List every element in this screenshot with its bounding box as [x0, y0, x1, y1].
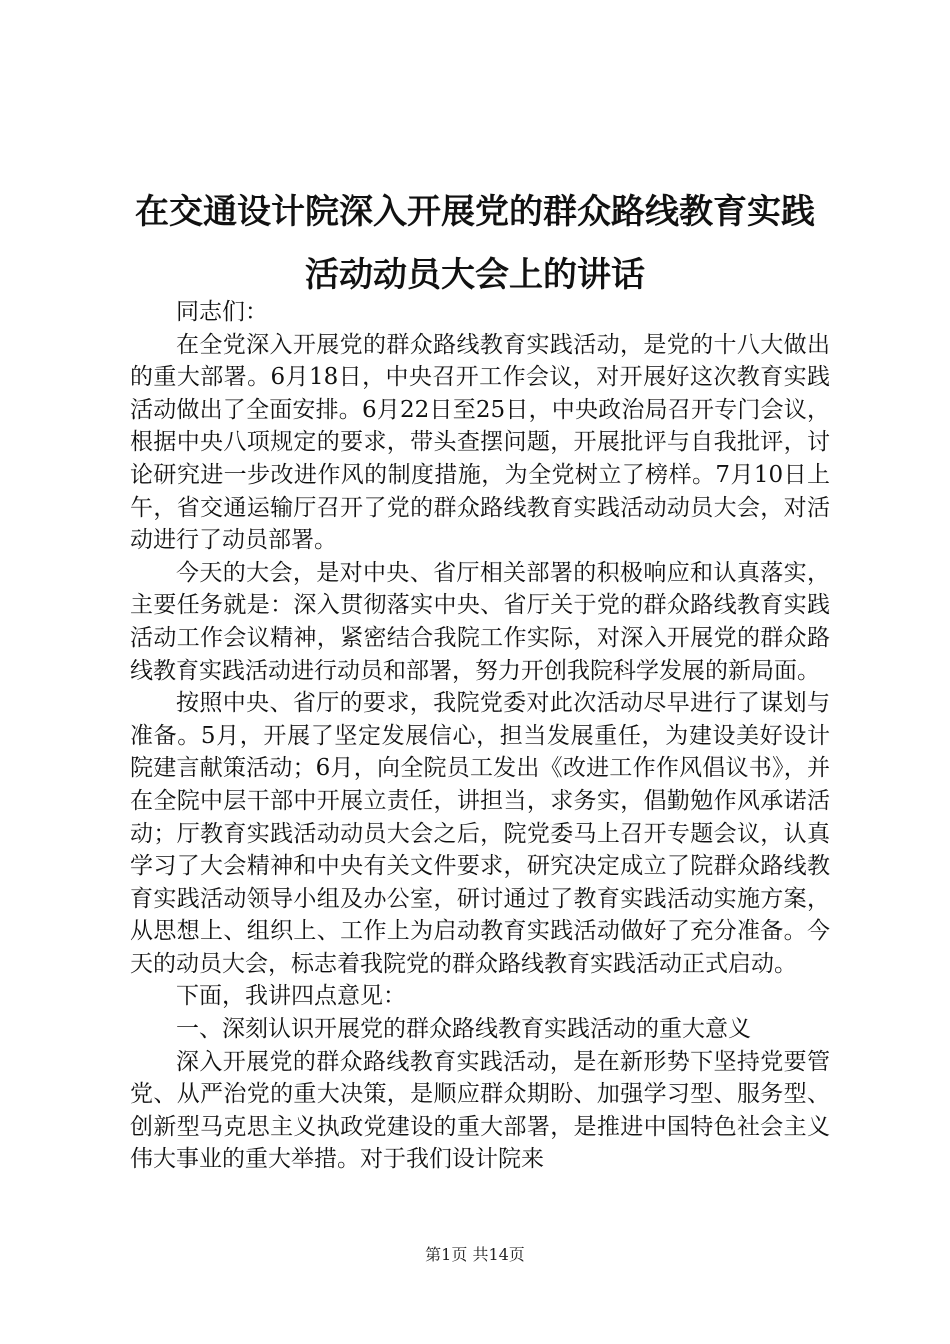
document-body — [130, 296, 830, 1176]
section-heading: 一、深刻认识开展党的群众路线教育实践活动的重大意义 — [176, 1016, 751, 1043]
page-number-footer: 第1页 共14页 — [425, 1245, 525, 1264]
paragraph: 深入开展党的群众路线教育实践活动，是在新形势下坚持党要管党、从严治党的重大决策，是顺应群众期盼、加强学习型、服务型、创新型马克思主义执政党建设的重大部署，是推进中国特色社会主义伟大事业的重大举措。对于我们设计院来 — [130, 1048, 830, 1173]
paragraph: 下面，我讲四点意见： — [176, 983, 406, 1010]
document-title-line-1: 在交通设计院深入开展党的群众路线教育实践 — [135, 192, 815, 232]
paragraph: 按照中央、省厅的要求，我院党委对此次活动尽早进行了谋划与准备。5月，开展了坚定发展信心，担当发展重任，为建设美好设计院建言献策活动；6月，向全院员工发出《改进工作作风倡议书》，并在全院中层干部中开展立责任，讲担当，求务实，倡勤勉作风承诺活动；厅教育实践活动动员大会之后，院党委马上召开专题会议，认真学习了大会精神和中央有关文件要求，研究决定成立了院群众路线教育实践活动领导小组及办公室，研讨通过了教育实践活动实施方案，从思想上、组织上、工作上为启动教育实践活动做好了充分准备。今天的动员大会，标志着我院党的群众路线教育实践活动正式启动。 — [130, 690, 830, 977]
document-title-line-2: 活动动员大会上的讲话 — [305, 255, 645, 295]
salutation: 同志们： — [176, 299, 268, 325]
paragraph: 在全党深入开展党的群众路线教育实践活动，是党的十八大做出的重大部署。6月18日，中央召开工作会议，对开展好这次教育实践活动做出了全面安排。6月22日至25日，中央政治局召开专门会议，根据中央八项规定的要求，带头查摆问题，开展批评与自我批评，讨论研究进一步改进作风的制度措施，为全党树立了榜样。7月10日上午，省交通运输厅召开了党的群众路线教育实践活动动员大会，对活动进行了动员部署。 — [130, 331, 830, 554]
paragraph: 今天的大会，是对中央、省厅相关部署的积极响应和认真落实，主要任务就是：深入贯彻落实中央、省厅关于党的群众路线教育实践活动工作会议精神，紧密结合我院工作实际，对深入开展党的群众路线教育实践活动进行动员和部署，努力开创我院科学发展的新局面。 — [130, 559, 830, 684]
